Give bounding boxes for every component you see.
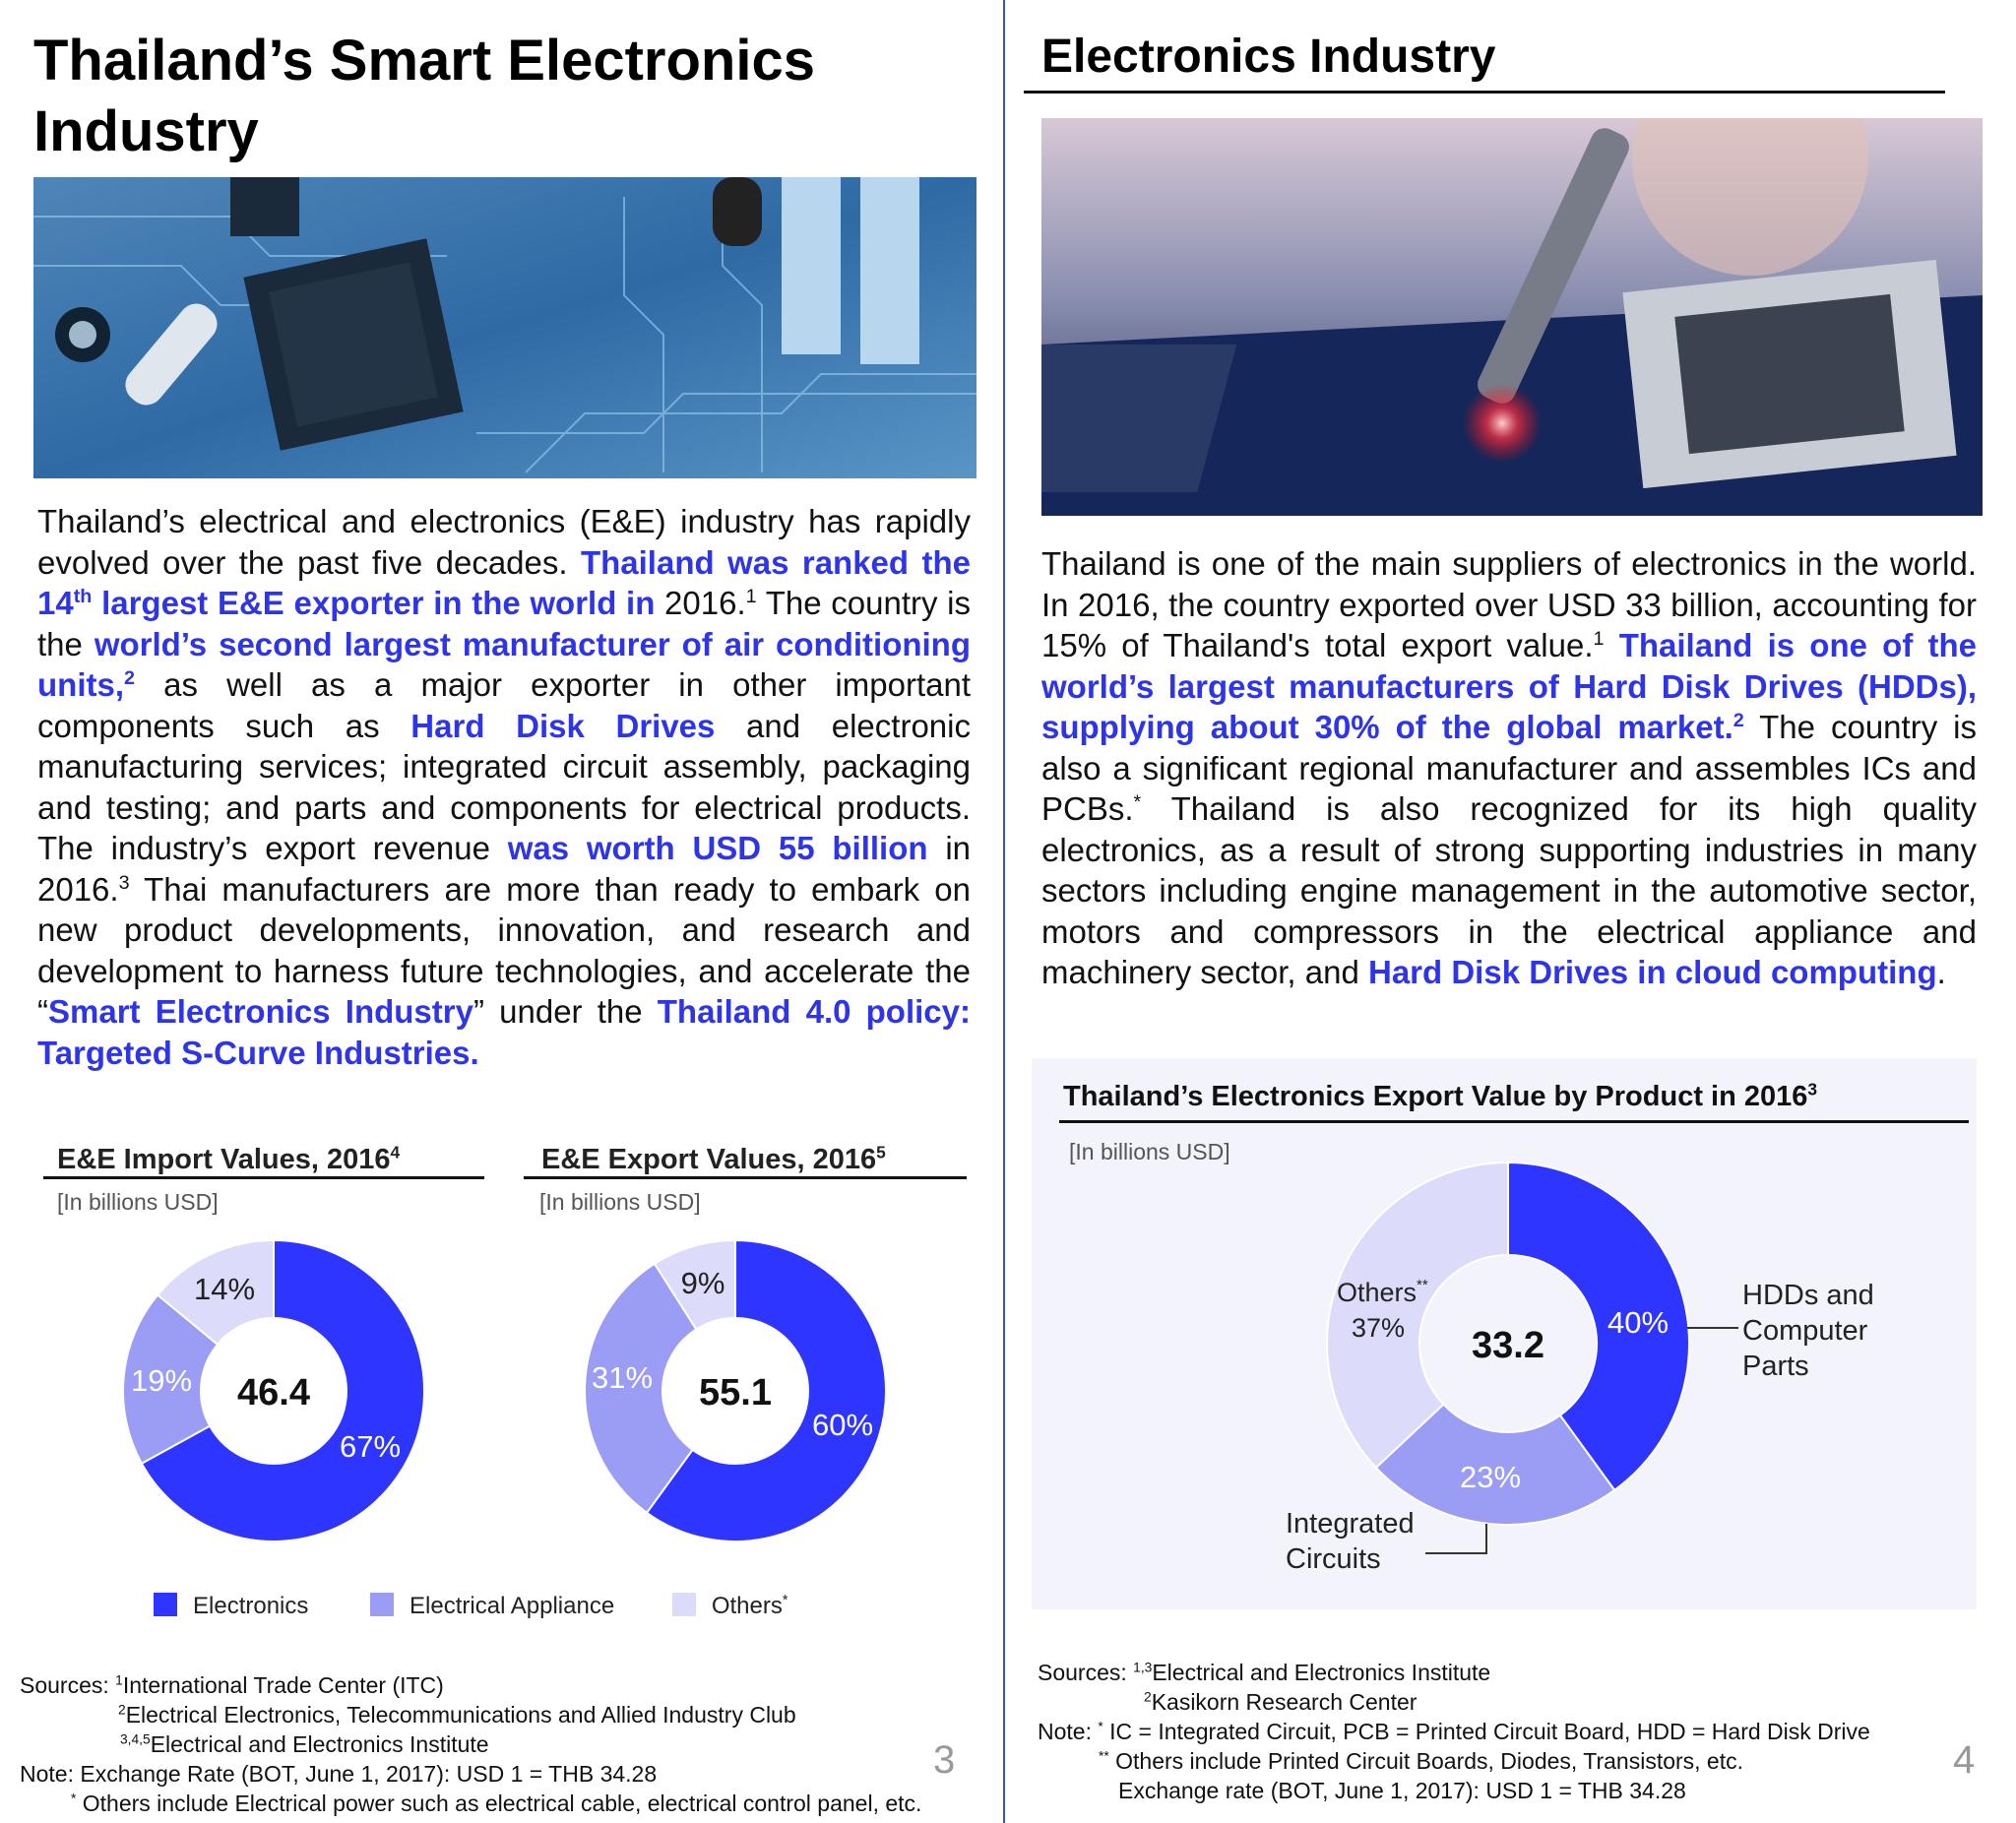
export-title-rule bbox=[524, 1176, 967, 1179]
right-sources: Sources: $^{1,3}$Electrical and Electronics Institute $^2$Kasikorn Research Center Note: * IC = Integrated Circuit, PCB = Printed Circuit Board, HDD = Hard Disk Drive ** Others include Printed Circuit Boards, Diodes, Transistors, etc. Exchange rate (BOT, June 1, 2017): USD 1 = THB 34.28 bbox=[1038, 1660, 1870, 1803]
slice-label: 23% bbox=[1459, 1460, 1522, 1494]
donut-total: 33.2 bbox=[1472, 1325, 1544, 1366]
title-rule-right bbox=[1024, 91, 1945, 94]
chart-legend bbox=[154, 1593, 788, 1620]
slice-label: 9% bbox=[680, 1266, 725, 1300]
import-title-rule bbox=[43, 1176, 484, 1179]
left-intro-paragraph: Thailand’s electrical and electronics (E&E) industry has rapidly evolved over the past five decades. Thailand was ranked the 14th largest E&E exporter in the world in 2016.$^1$ The country is the world’s second largest manufacturer of air conditioning units,$^2$ as well as a major exporter in other important components such as Hard Disk Drives and electronic manufacturing services; integrated circuit assembly, packaging and testing; and parts and components for electrical products. The industry’s export revenue was worth USD 55 billion in 2016.$^3$ Thai manufacturers are more than ready to embark on new product developments, innovation, and research and development to harness future technologies, and accelerate the “Smart Electronics Industry” under the Thailand 4.0 policy: Targeted S-Curve Industries. bbox=[37, 503, 972, 1071]
slice-label: 14% bbox=[193, 1272, 256, 1306]
export-donut bbox=[585, 1240, 886, 1541]
left-donut-charts bbox=[0, 1221, 994, 1545]
donut-total: 55.1 bbox=[699, 1372, 772, 1414]
label-hdd-line3: Parts bbox=[1742, 1351, 1809, 1382]
legend-item-others: Others* bbox=[672, 1593, 788, 1619]
export-unit-label: [In billions USD] bbox=[539, 1189, 701, 1215]
page-number-right: 4 bbox=[1953, 1738, 1976, 1782]
product-donut-chart bbox=[1032, 1162, 1977, 1595]
product-unit-label: [In billions USD] bbox=[1069, 1139, 1230, 1164]
product-donut bbox=[1327, 1163, 1689, 1525]
product-title-rule bbox=[1059, 1120, 1969, 1123]
label-others: Others** bbox=[1337, 1277, 1428, 1307]
label-hdd-line2: Computer bbox=[1742, 1315, 1868, 1347]
import-donut bbox=[123, 1240, 424, 1541]
product-chart-title: Thailand’s Electronics Export Value by Product in 2016$^3$ bbox=[1063, 1079, 1818, 1112]
ic-leader-line bbox=[1425, 1524, 1486, 1553]
page-divider bbox=[1003, 0, 1005, 1823]
legend-item-electronics: Electronics bbox=[154, 1593, 308, 1619]
soldering-photo bbox=[1041, 118, 1983, 516]
export-chart-title: E&E Export Values, 2016$^5$ bbox=[541, 1142, 886, 1175]
import-chart-title: E&E Import Values, 2016$^4$ bbox=[57, 1142, 401, 1175]
slice-label: 37% bbox=[1351, 1313, 1406, 1343]
label-ic-line1: Integrated bbox=[1286, 1508, 1415, 1540]
donut-total: 46.4 bbox=[237, 1372, 310, 1414]
import-unit-label: [In billions USD] bbox=[57, 1189, 219, 1215]
slice-label: 31% bbox=[591, 1360, 654, 1395]
circuit-board-photo bbox=[33, 177, 976, 478]
slice-label: 19% bbox=[130, 1363, 193, 1398]
page-title-right: Electronics Industry bbox=[1041, 31, 1496, 83]
left-sources: Sources: $^1$International Trade Center (ITC) $^2$Electrical Electronics, Telecommunications and Allied Industry Club $^{3,4,5}$Electrical and Electronics Institute Note: Exchange Rate (BOT, June 1, 2017): USD 1 = THB 34.28 * Others include Electrical power such as electrical cable, electrical control panel, etc. bbox=[20, 1672, 922, 1816]
slice-label: 67% bbox=[339, 1429, 402, 1464]
page-title: Thailand’s Smart Electronics Industry bbox=[33, 29, 815, 163]
slice-label: 60% bbox=[811, 1408, 874, 1442]
page-number-left: 3 bbox=[933, 1738, 956, 1782]
right-intro-paragraph: Thailand is one of the main suppliers of electronics in the world. In 2016, the country exported over USD 33 billion, accounting for 15% of Thailand's total export value.$^1$ Thailand is one of the world’s largest manufacturers of Hard Disk Drives (HDDs), supplying about 30% of the global market.$^2$ The country is also a significant regional manufacturer and assembles ICs and PCBs.* Thailand is also recognized for its high quality electronics, as a result of strong supporting industries in many sectors including engine management in the automotive sector, motors and compressors in the electrical appliance and machinery sector, and Hard Disk Drives in cloud computing. bbox=[1041, 545, 1978, 990]
label-hdd-line1: HDDs and bbox=[1742, 1280, 1874, 1311]
slice-label: 40% bbox=[1606, 1305, 1670, 1340]
label-ic-line2: Circuits bbox=[1286, 1543, 1381, 1575]
legend-item-electrical-appliance: Electrical Appliance bbox=[370, 1593, 614, 1619]
